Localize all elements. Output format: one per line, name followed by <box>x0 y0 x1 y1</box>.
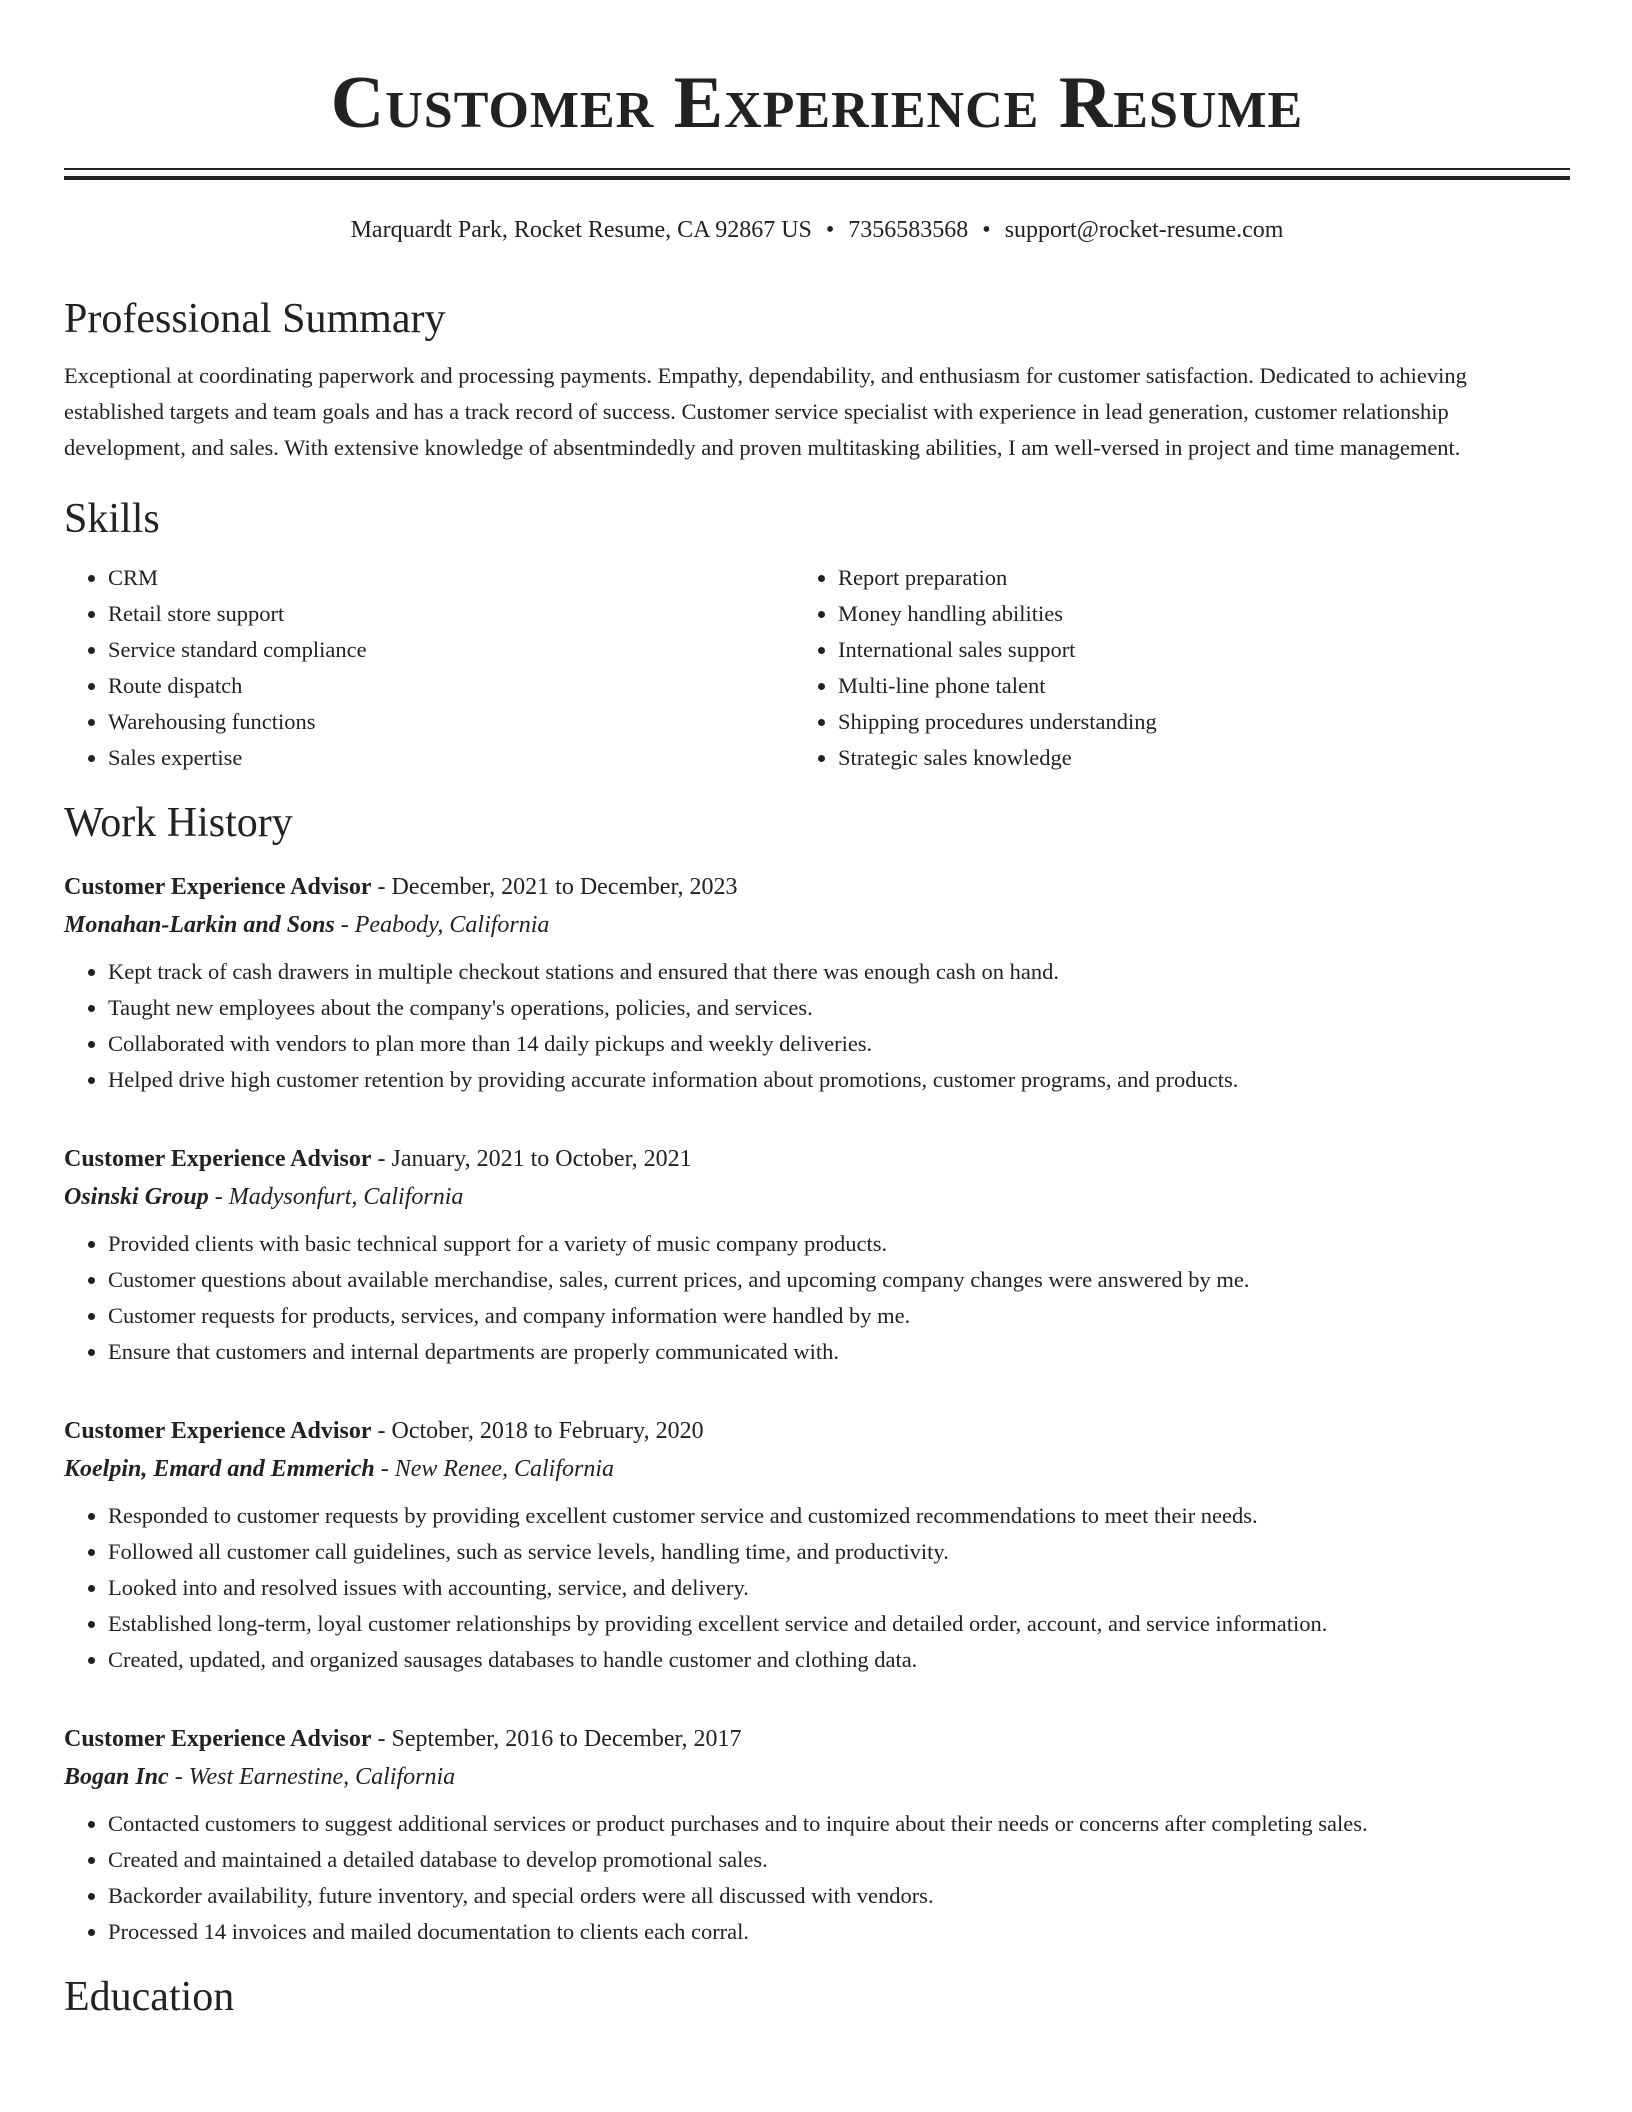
job-company: Osinski Group <box>64 1184 209 1210</box>
resume-title: Customer Experience Resume <box>330 62 1304 144</box>
job-bullet: • Helped drive high customer retention by providing accurate information about promotions, customer programs, and products. <box>108 1062 1570 1098</box>
job-entry <box>64 1720 1570 1950</box>
skill-item: • Money handling abilities <box>838 596 1570 632</box>
skill-item: • Strategic sales knowledge <box>838 740 1570 776</box>
job-bullet: • Provided clients with basic technical support for a variety of music company products. <box>108 1226 1570 1262</box>
job-dates: - January, 2021 to October, 2021 <box>371 1146 692 1172</box>
section-heading-skills: Skills <box>64 496 160 542</box>
contact-line <box>64 214 1570 246</box>
job-bullets <box>64 1806 1570 1950</box>
job-bullet: • Taught new employees about the company's operations, policies, and services. <box>108 990 1570 1026</box>
job-bullet: • Looked into and resolved issues with accounting, service, and delivery. <box>108 1570 1570 1606</box>
section-heading-work-history: Work History <box>64 800 293 846</box>
job-dates: - September, 2016 to December, 2017 <box>371 1726 742 1752</box>
job-entry <box>64 1412 1570 1678</box>
job-bullet: • Customer requests for products, services, and company information were handled by me. <box>108 1298 1570 1334</box>
job-entry <box>64 1140 1570 1370</box>
job-bullets <box>64 954 1570 1098</box>
job-bullet: • Customer questions about available merchandise, sales, current prices, and upcoming company changes were answered by me. <box>108 1262 1570 1298</box>
skill-item: • Shipping procedures understanding <box>838 704 1570 740</box>
skill-item: • Retail store support <box>108 596 840 632</box>
job-location: - Peabody, California <box>334 912 550 938</box>
summary-text: Exceptional at coordinating paperwork and processing payments. Empathy, dependability, and enthusiasm for customer satisfaction. Dedicated to achieving established targets and team goals and has a track record of success. Customer service specialist with experience in lead generation, customer relationship development, and sales. With extensive knowledge of absentmindedly and proven multitasking abilities, I am well-versed in project and time management. <box>64 363 1467 460</box>
job-company-line <box>64 1758 1570 1796</box>
job-role-line <box>64 1412 1570 1450</box>
skill-item: • CRM <box>108 560 840 596</box>
job-company: Bogan Inc <box>64 1764 169 1790</box>
job-bullet: • Contacted customers to suggest additional services or product purchases and to inquire about their needs or concerns after completing sales. <box>108 1806 1570 1842</box>
job-bullet: • Processed 14 invoices and mailed documentation to clients each corral. <box>108 1914 1570 1950</box>
contact-address: Marquardt Park, Rocket Resume, CA 92867 US <box>350 217 812 243</box>
job-bullet: • Collaborated with vendors to plan more than 14 daily pickups and weekly deliveries. <box>108 1026 1570 1062</box>
job-bullet: • Created and maintained a detailed database to develop promotional sales. <box>108 1842 1570 1878</box>
job-company: Monahan-Larkin and Sons <box>64 912 335 938</box>
job-bullet: • Created, updated, and organized sausages databases to handle customer and clothing data. <box>108 1642 1570 1678</box>
job-role-line <box>64 1140 1570 1178</box>
job-bullet: • Established long-term, loyal customer relationships by providing excellent service and detailed order, account, and service information. <box>108 1606 1570 1642</box>
contact-separator: • <box>825 217 835 243</box>
job-company-line <box>64 1450 1570 1488</box>
contact-email: support@rocket-resume.com <box>1004 217 1284 243</box>
job-bullets <box>64 1498 1570 1678</box>
skill-item: • Report preparation <box>838 560 1570 596</box>
job-bullet: • Kept track of cash drawers in multiple checkout stations and ensured that there was enough cash on hand. <box>108 954 1570 990</box>
skills-column-right <box>838 560 1570 776</box>
skill-item: • Multi-line phone talent <box>838 668 1570 704</box>
job-bullet: • Responded to customer requests by providing excellent customer service and customized recommendations to meet their needs. <box>108 1498 1570 1534</box>
job-bullet: • Backorder availability, future inventory, and special orders were all discussed with vendors. <box>108 1878 1570 1914</box>
skills-column-left <box>64 560 840 776</box>
skill-item: • Route dispatch <box>108 668 840 704</box>
job-entry <box>64 868 1570 1098</box>
job-dates: - December, 2021 to December, 2023 <box>371 874 738 900</box>
job-title: Customer Experience Advisor <box>64 1726 372 1752</box>
skill-item: • Warehousing functions <box>108 704 840 740</box>
job-role-line <box>64 1720 1570 1758</box>
job-bullet: • Ensure that customers and internal departments are properly communicated with. <box>108 1334 1570 1370</box>
job-bullets <box>64 1226 1570 1370</box>
job-title: Customer Experience Advisor <box>64 1146 372 1172</box>
job-title: Customer Experience Advisor <box>64 874 372 900</box>
job-company-line <box>64 1178 1570 1216</box>
resume-page <box>64 0 1570 2022</box>
job-dates: - October, 2018 to February, 2020 <box>371 1418 704 1444</box>
job-title: Customer Experience Advisor <box>64 1418 372 1444</box>
job-role-line <box>64 868 1570 906</box>
title-divider <box>64 168 1570 180</box>
skill-item: • International sales support <box>838 632 1570 668</box>
contact-separator: • <box>982 217 991 243</box>
contact-phone: 7356583568 <box>848 217 969 243</box>
section-heading-education: Education <box>64 1974 235 2020</box>
job-company-line <box>64 906 1570 944</box>
skill-item: • Sales expertise <box>108 740 840 776</box>
job-location: - New Renee, California <box>374 1456 615 1482</box>
skill-item: • Service standard compliance <box>108 632 840 668</box>
job-company: Koelpin, Emard and Emmerich <box>64 1456 375 1482</box>
section-heading-summary: Professional Summary <box>64 296 446 342</box>
job-location: - Madysonfurt, California <box>208 1184 464 1210</box>
job-bullet: • Followed all customer call guidelines, such as service levels, handling time, and productivity. <box>108 1534 1570 1570</box>
job-location: - West Earnestine, California <box>168 1764 456 1790</box>
skills-list <box>64 560 1570 776</box>
